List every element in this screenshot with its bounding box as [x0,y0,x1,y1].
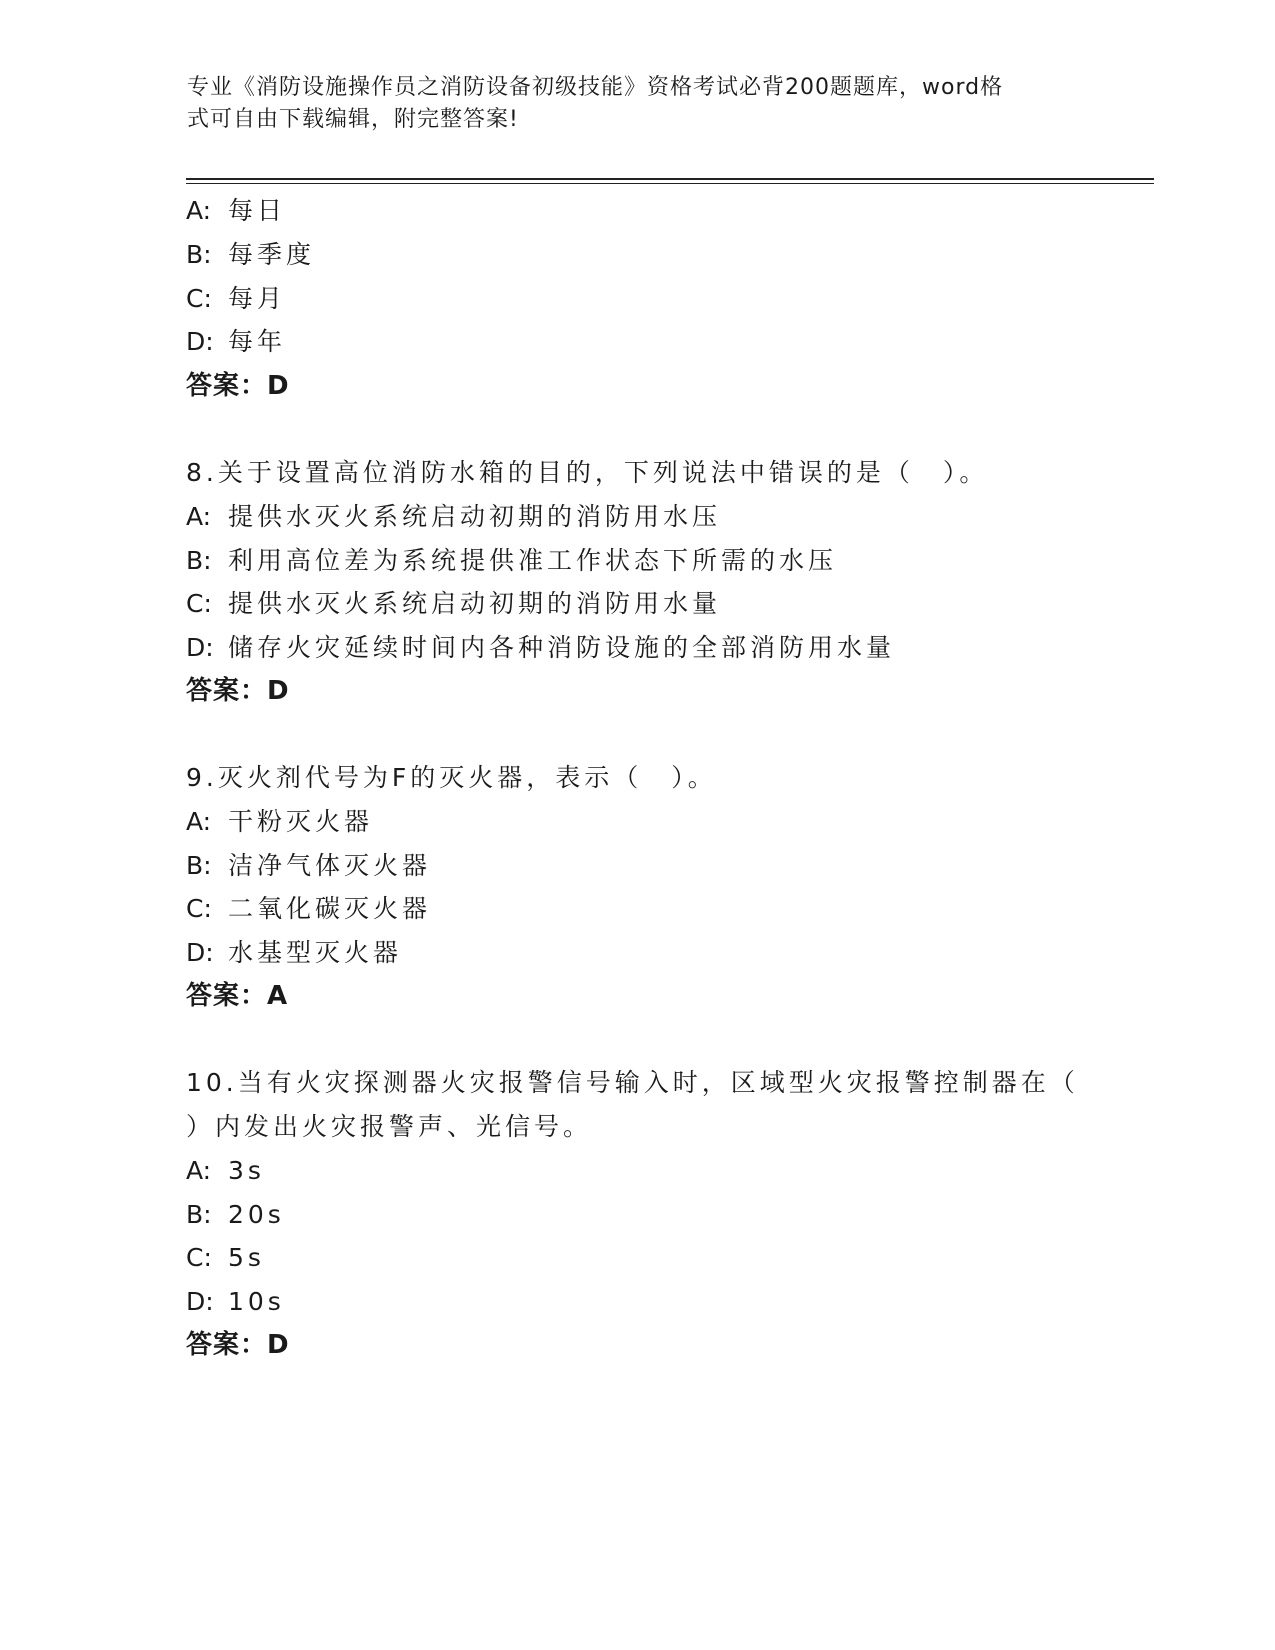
option-letter: B: [186,240,212,269]
q7-option-c [186,284,286,314]
q7-option-d [186,327,286,357]
q10-answer: 答案：D [186,1330,290,1360]
q10-question-line-2: ）内发出火灾报警声、光信号。 [186,1112,593,1141]
option-text: 3s [228,1156,265,1185]
option-text: 10s [228,1287,285,1316]
option-letter: D: [186,633,214,662]
q8-option-d [186,633,895,663]
q9-answer: 答案：A [186,981,289,1011]
q9-option-c [186,894,431,924]
option-text: 储存火灾延续时间内各种消防设施的全部消防用水量 [228,633,896,662]
header-divider-thin [186,183,1154,184]
q7-option-a [186,196,286,226]
q9-option-d [186,938,402,968]
header-line-1: 专业《消防设施操作员之消防设备初级技能》资格考试必背200题题库，word格 [187,75,1004,100]
q10-option-c [186,1243,265,1273]
option-letter: B: [186,546,212,575]
option-letter: A: [186,196,212,225]
option-letter: D: [186,938,214,967]
q9-option-b [186,851,431,881]
option-letter: B: [186,1200,212,1229]
q10-question-line-1: 10.当有火灾探测器火灾报警信号输入时，区域型火灾报警控制器在（ [186,1068,1079,1097]
q10-option-a [186,1156,265,1186]
q7-option-b [186,240,315,270]
q10-option-b [186,1200,285,1230]
option-letter: D: [186,327,214,356]
option-text: 每年 [228,327,287,356]
q7-answer: 答案：D [186,371,290,401]
header-divider-thick [186,178,1154,180]
q10-option-d [186,1287,285,1317]
option-letter: C: [186,589,212,618]
option-letter: C: [186,1243,212,1272]
option-letter: D: [186,1287,214,1316]
option-text: 二氧化碳灭火器 [228,894,432,923]
option-text: 每日 [228,196,287,225]
header-line-2: 式可自由下载编辑，附完整答案! [187,107,519,132]
option-text: 每月 [228,284,287,313]
q9-option-a [186,807,373,837]
q9-question: 9.灭火剂代号为F的灭火器，表示（ ）。 [186,763,717,792]
option-letter: A: [186,1156,212,1185]
option-text: 20s [228,1200,285,1229]
option-letter: B: [186,851,212,880]
document-header [187,72,1067,136]
option-text: 提供水灭火系统启动初期的消防用水量 [228,589,722,618]
q8-answer: 答案：D [186,676,290,706]
option-letter: A: [186,502,212,531]
q8-option-b [186,546,837,576]
option-text: 提供水灭火系统启动初期的消防用水压 [228,502,722,531]
option-text: 干粉灭火器 [228,807,374,836]
option-text: 利用高位差为系统提供准工作状态下所需的水压 [228,546,838,575]
q8-option-c [186,589,721,619]
q8-option-a [186,502,721,532]
q8-question: 8.关于设置高位消防水箱的目的，下列说法中错误的是（ ）。 [186,458,989,487]
option-letter: C: [186,284,212,313]
option-text: 水基型灭火器 [228,938,403,967]
option-letter: A: [186,807,212,836]
option-text: 5s [228,1243,265,1272]
option-letter: C: [186,894,212,923]
option-text: 每季度 [228,240,316,269]
option-text: 洁净气体灭火器 [228,851,432,880]
